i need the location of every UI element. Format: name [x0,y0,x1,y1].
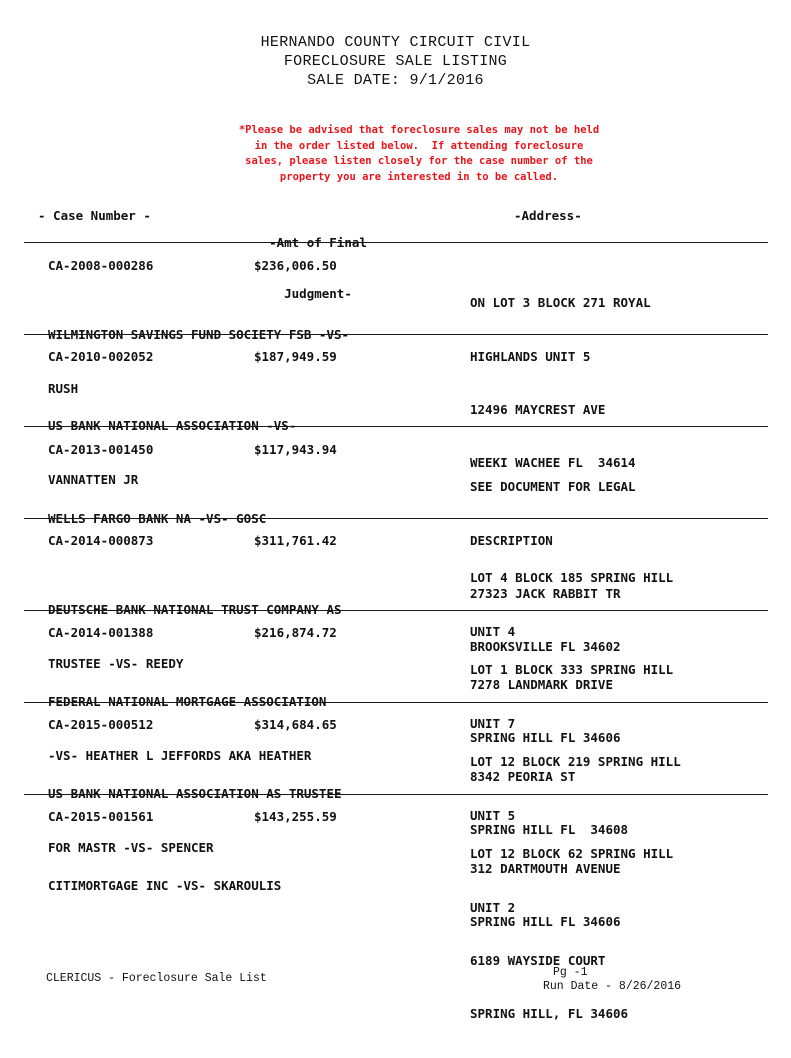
address-line: ON LOT 3 BLOCK 271 ROYAL [470,295,651,311]
address-line: UNIT 7 [470,715,516,731]
address-line: UNIT 4 [470,623,516,639]
address-line: WEEKI WACHEE FL 34614 [470,454,636,470]
party-line: US BANK NATIONAL ASSOCIATION -VS- [48,418,297,433]
address-line: DESCRIPTION [470,532,553,548]
address-line: 12496 MAYCREST AVE [470,401,606,417]
divider [24,794,768,795]
notice-line: property you are interested in to be called. [279,170,559,183]
address-line: 312 DARTMOUTH AVENUE [470,860,621,876]
address-column-header: -Address- [514,208,582,223]
address-line: UNIT 5 [470,807,516,823]
divider [24,334,768,335]
report-source: CLERICUS - Foreclosure Sale List [46,972,267,985]
party-line: -VS- HEATHER L JEFFORDS AKA HEATHER [48,748,312,763]
divider [24,702,768,703]
case-number-column-header: - Case Number - [38,208,151,223]
address-line: SEE DOCUMENT FOR LEGAL [470,479,636,495]
address-line: SPRING HILL FL 34608 [470,821,629,837]
party-line: WELLS FARGO BANK NA -VS- GOSC [48,511,267,526]
party-line: FOR MASTR -VS- SPENCER [48,840,214,855]
notice-line: in the order listed below. If attending foreclosure [254,139,584,152]
address-line: 27323 JACK RABBIT TR [470,585,621,601]
page-info [543,966,681,994]
address-line: 8342 PEORIA ST [470,768,576,784]
party-line: CITIMORTGAGE INC -VS- SKAROULIS [48,878,282,893]
address-line: BROOKSVILLE FL 34602 [470,638,621,654]
address-line: LOT 12 BLOCK 219 SPRING HILL [470,754,681,770]
sale-date: SALE DATE: 9/1/2016 [307,72,484,89]
party-line: FEDERAL NATIONAL MORTGAGE ASSOCIATION [48,694,327,709]
judgment-amount: $143,255.59 [254,809,337,824]
case-number: CA-2013-001450 [48,442,154,457]
case-number: CA-2010-002052 [48,349,154,364]
party-line: RUSH [48,381,79,396]
case-number: CA-2014-001388 [48,625,154,640]
document-header [0,33,791,90]
party-line: TRUSTEE -VS- REEDY [48,656,184,671]
divider [24,610,768,611]
page-number: Pg -1 [553,966,588,979]
divider [24,242,768,243]
property-address [470,810,673,1058]
run-date: Run Date - 8/26/2016 [543,980,682,993]
address-line: 6189 WAYSIDE COURT [470,952,606,968]
sale-order-notice [0,123,791,185]
address-line: HIGHLANDS UNIT 5 [470,348,591,364]
address-line: LOT 1 BLOCK 333 SPRING HILL [470,662,674,678]
party-line: DEUTSCHE BANK NATIONAL TRUST COMPANY AS [48,602,342,617]
county-title: HERNANDO COUNTY CIRCUIT CIVIL [260,34,531,51]
notice-line: *Please be advised that foreclosure sales may not be held [238,124,600,136]
address-line: 7278 LANDMARK DRIVE [470,676,613,692]
amount-header-line: -Amt of Final [269,235,367,250]
judgment-amount: $187,949.59 [254,349,337,364]
judgment-amount: $314,684.65 [254,717,337,732]
listing-title: FORECLOSURE SALE LISTING [283,53,508,70]
address-line: UNIT 2 [470,899,516,915]
case-number: CA-2014-000873 [48,533,154,548]
amount-header-line: Judgment- [284,286,352,301]
case-number: CA-2015-000512 [48,717,154,732]
address-line: LOT 12 BLOCK 62 SPRING HILL [470,846,674,862]
judgment-amount: $236,006.50 [254,258,337,273]
case-number: CA-2015-001561 [48,809,154,824]
parties [48,841,281,967]
address-line: SPRING HILL, FL 34606 [470,1005,629,1021]
party-line: VANNATTEN JR [48,472,139,487]
judgment-amount: $311,761.42 [254,533,337,548]
notice-line: sales, please listen closely for the case number of the [245,155,593,168]
address-line: SPRING HILL FL 34606 [470,729,621,745]
judgment-amount: $117,943.94 [254,442,337,457]
divider [24,426,768,427]
address-line: LOT 4 BLOCK 185 SPRING HILL [470,570,674,586]
divider [24,518,768,519]
case-number: CA-2008-000286 [48,258,154,273]
address-line: SPRING HILL FL 34606 [470,913,621,929]
party-line: US BANK NATIONAL ASSOCIATION AS TRUSTEE [48,786,342,801]
judgment-amount: $216,874.72 [254,625,337,640]
party-line: WILMINGTON SAVINGS FUND SOCIETY FSB -VS- [48,327,350,342]
